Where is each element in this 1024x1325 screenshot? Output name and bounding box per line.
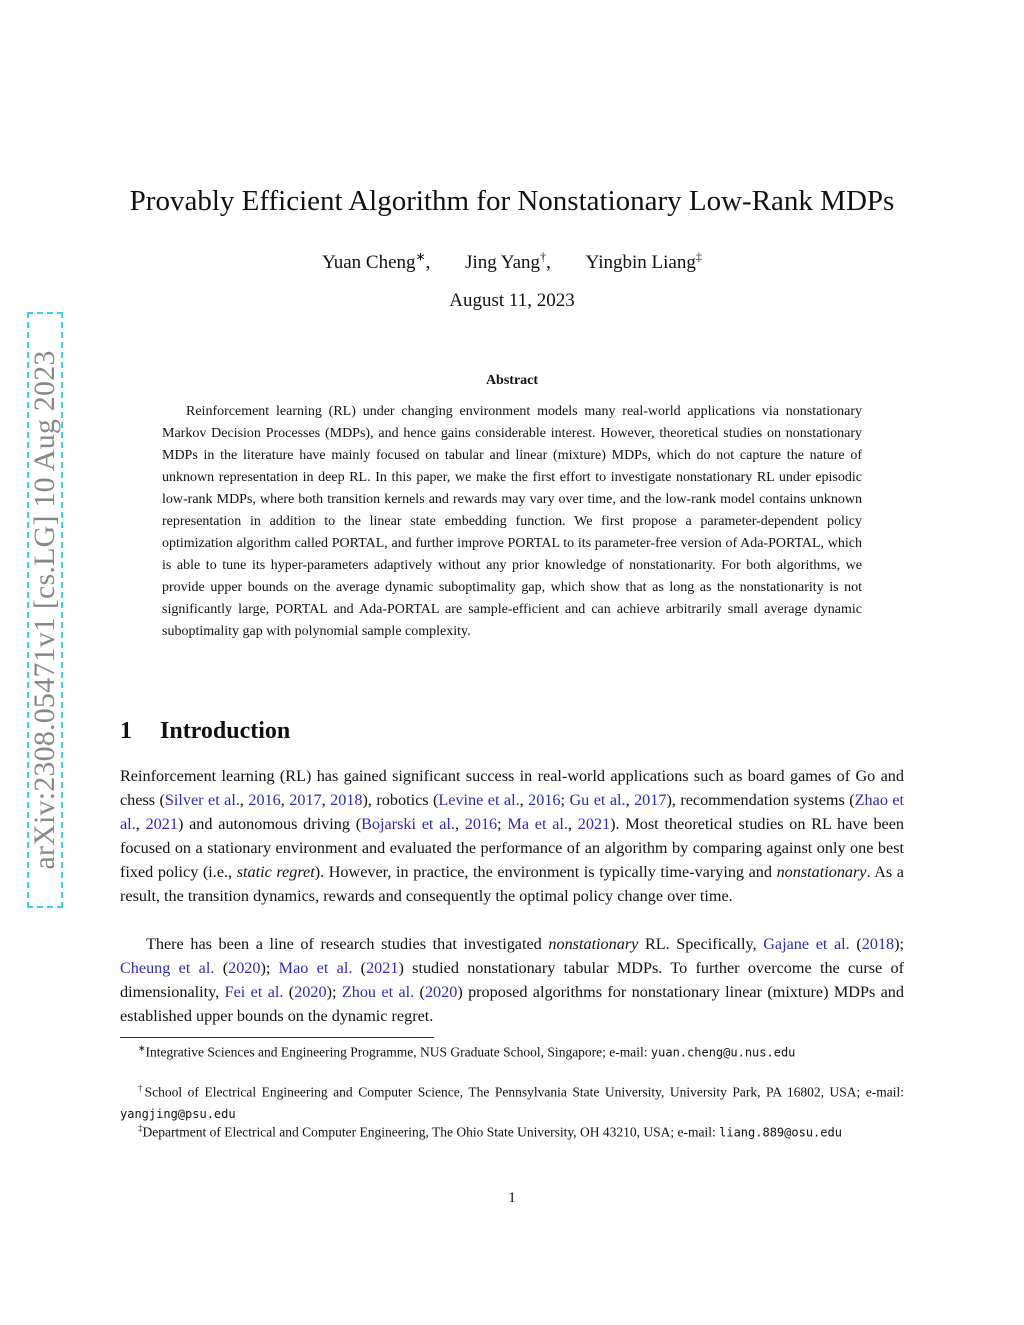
citation-link[interactable]: 2021 — [366, 959, 399, 977]
citation-link[interactable]: Cheung et al. — [120, 959, 215, 977]
section-title: Introduction — [160, 718, 291, 744]
citation-link[interactable]: 2020 — [294, 983, 327, 1001]
citation-link[interactable]: 2018 — [330, 791, 363, 809]
abstract-body: Reinforcement learning (RL) under changing environment models many real-world applications via nonstationary Markov Decision Processes (MDPs), and hence gains considerable interest. However, theoretical studies on nonstationary MDPs in the literature have mainly focused on tabular and linear (mixture) MDPs, which do not capture the nature of unknown representation in deep RL. In this paper, we make the first effort to investigate nonstationary RL under episodic low-rank MDPs, where both transition kernels and rewards may vary over time, and the low-rank model contains unknown representation in addition to the linear state embedding function. We first propose a parameter-dependent policy optimization algorithm called PORTAL, and further improve PORTAL to its parameter-free version of Ada-PORTAL, which is able to tune its hyper-parameters adaptively without any prior knowledge of nonstationarity. For both algorithms, we provide upper bounds on the average dynamic suboptimality gap, which show that as long as the nonstationarity is not significantly large, PORTAL and Ada-PORTAL are sample-efficient and can achieve arbitrarily small average dynamic suboptimality gap with polynomial sample complexity. — [162, 404, 862, 639]
paper-date: August 11, 2023 — [449, 290, 575, 311]
citation-link[interactable]: Bojarski et al. — [361, 815, 455, 833]
citation-link[interactable]: 2016 — [528, 791, 561, 809]
section-number: 1 — [120, 718, 132, 744]
footnote-3: ‡Department of Electrical and Computer Engineering, The Ohio State University, OH 43210, USA; e-mail: liang.889@osu.edu — [138, 1123, 842, 1140]
citation-link[interactable]: Mao et al. — [278, 959, 353, 977]
affiliation-mark: ‡ — [695, 250, 702, 264]
author: Yuan Cheng∗, — [322, 250, 431, 274]
citation-link[interactable]: 2016 — [464, 815, 498, 833]
email-address[interactable]: yuan.cheng@u.nus.edu — [650, 1045, 796, 1060]
citation-link[interactable]: 2017 — [634, 791, 667, 809]
citation-link[interactable]: 2021 — [145, 815, 178, 833]
paper-title: Provably Efficient Algorithm for Nonstationary Low-Rank MDPs — [129, 185, 895, 217]
citation-link[interactable]: Gu et al. — [569, 791, 626, 809]
citation-link[interactable]: 2020 — [228, 959, 261, 977]
footnote-2: †School of Electrical Engineering and Computer Science, The Pennsylvania State University, University Park, PA 16802, USA; e-mail: yangjing@psu.edu — [120, 1083, 905, 1121]
citation-link[interactable]: Zhou et al. — [341, 983, 415, 1001]
arxiv-identifier[interactable]: arXiv:2308.05471v1 [cs.LG] 10 Aug 2023 — [28, 350, 61, 870]
footnote-1: ∗Integrative Sciences and Engineering Programme, NUS Graduate School, Singapore; e-mail: yuan.cheng@u.nus.edu — [138, 1043, 796, 1060]
citation-link[interactable]: Zhao et al. — [120, 791, 905, 833]
citation-link[interactable]: 2020 — [424, 983, 458, 1001]
citation-link[interactable]: Ma et al. — [507, 815, 568, 833]
email-address[interactable]: yangjing@psu.edu — [120, 1106, 236, 1121]
email-address[interactable]: liang.889@osu.edu — [719, 1125, 842, 1140]
affiliation-mark: ∗ — [415, 250, 426, 264]
citation-link[interactable]: 2016 — [248, 791, 281, 809]
affiliation-mark: † — [540, 250, 547, 264]
intro-paragraph-2: There has been a line of research studies that investigated nonstationary RL. Specifically, Gajane et al. (2018); Cheung et al. (2020); Mao et al. (2021) studied nonstationary tabular MDPs. To further overcome the curse of dimensionality, Fei et al. (2020); Zhou et al. (2020) proposed algorithms for nonstationary linear (mixture) MDPs and established upper bounds on the dynamic regret. — [120, 935, 905, 1025]
citation-link[interactable]: Gajane et al. — [763, 935, 850, 953]
author: Yingbin Liang‡ — [585, 250, 702, 274]
citation-link[interactable]: Levine et al. — [438, 791, 520, 809]
section-heading-introduction — [120, 718, 290, 745]
page-number: 1 — [508, 1190, 516, 1206]
author: Jing Yang†, — [465, 250, 551, 274]
citation-link[interactable]: Silver et al. — [164, 791, 240, 809]
abstract-heading: Abstract — [485, 373, 539, 388]
author-list — [0, 250, 1024, 274]
citation-link[interactable]: Fei et al. — [224, 983, 284, 1001]
citation-link[interactable]: 2021 — [577, 815, 611, 833]
citation-link[interactable]: 2018 — [861, 935, 895, 953]
citation-link[interactable]: 2017 — [289, 791, 322, 809]
intro-paragraph-1: Reinforcement learning (RL) has gained significant success in real-world applications such as board games of Go and chess (Silver et al., 2016, 2017, 2018), robotics (Levine et al., 2016; Gu et al., 2017), recommendation systems (Zhao et al., 2021) and autonomous driving (Bojarski et al., 2016; Ma et al., 2021). Most theoretical studies on RL have been focused on a stationary environment and evaluated the performance of an algorithm by comparing against only one best fixed policy (i.e., static regret). However, in practice, the environment is typically time-varying and nonstationary. As a result, the transition dynamics, rewards and consequently the optimal policy change over time. — [120, 767, 905, 905]
